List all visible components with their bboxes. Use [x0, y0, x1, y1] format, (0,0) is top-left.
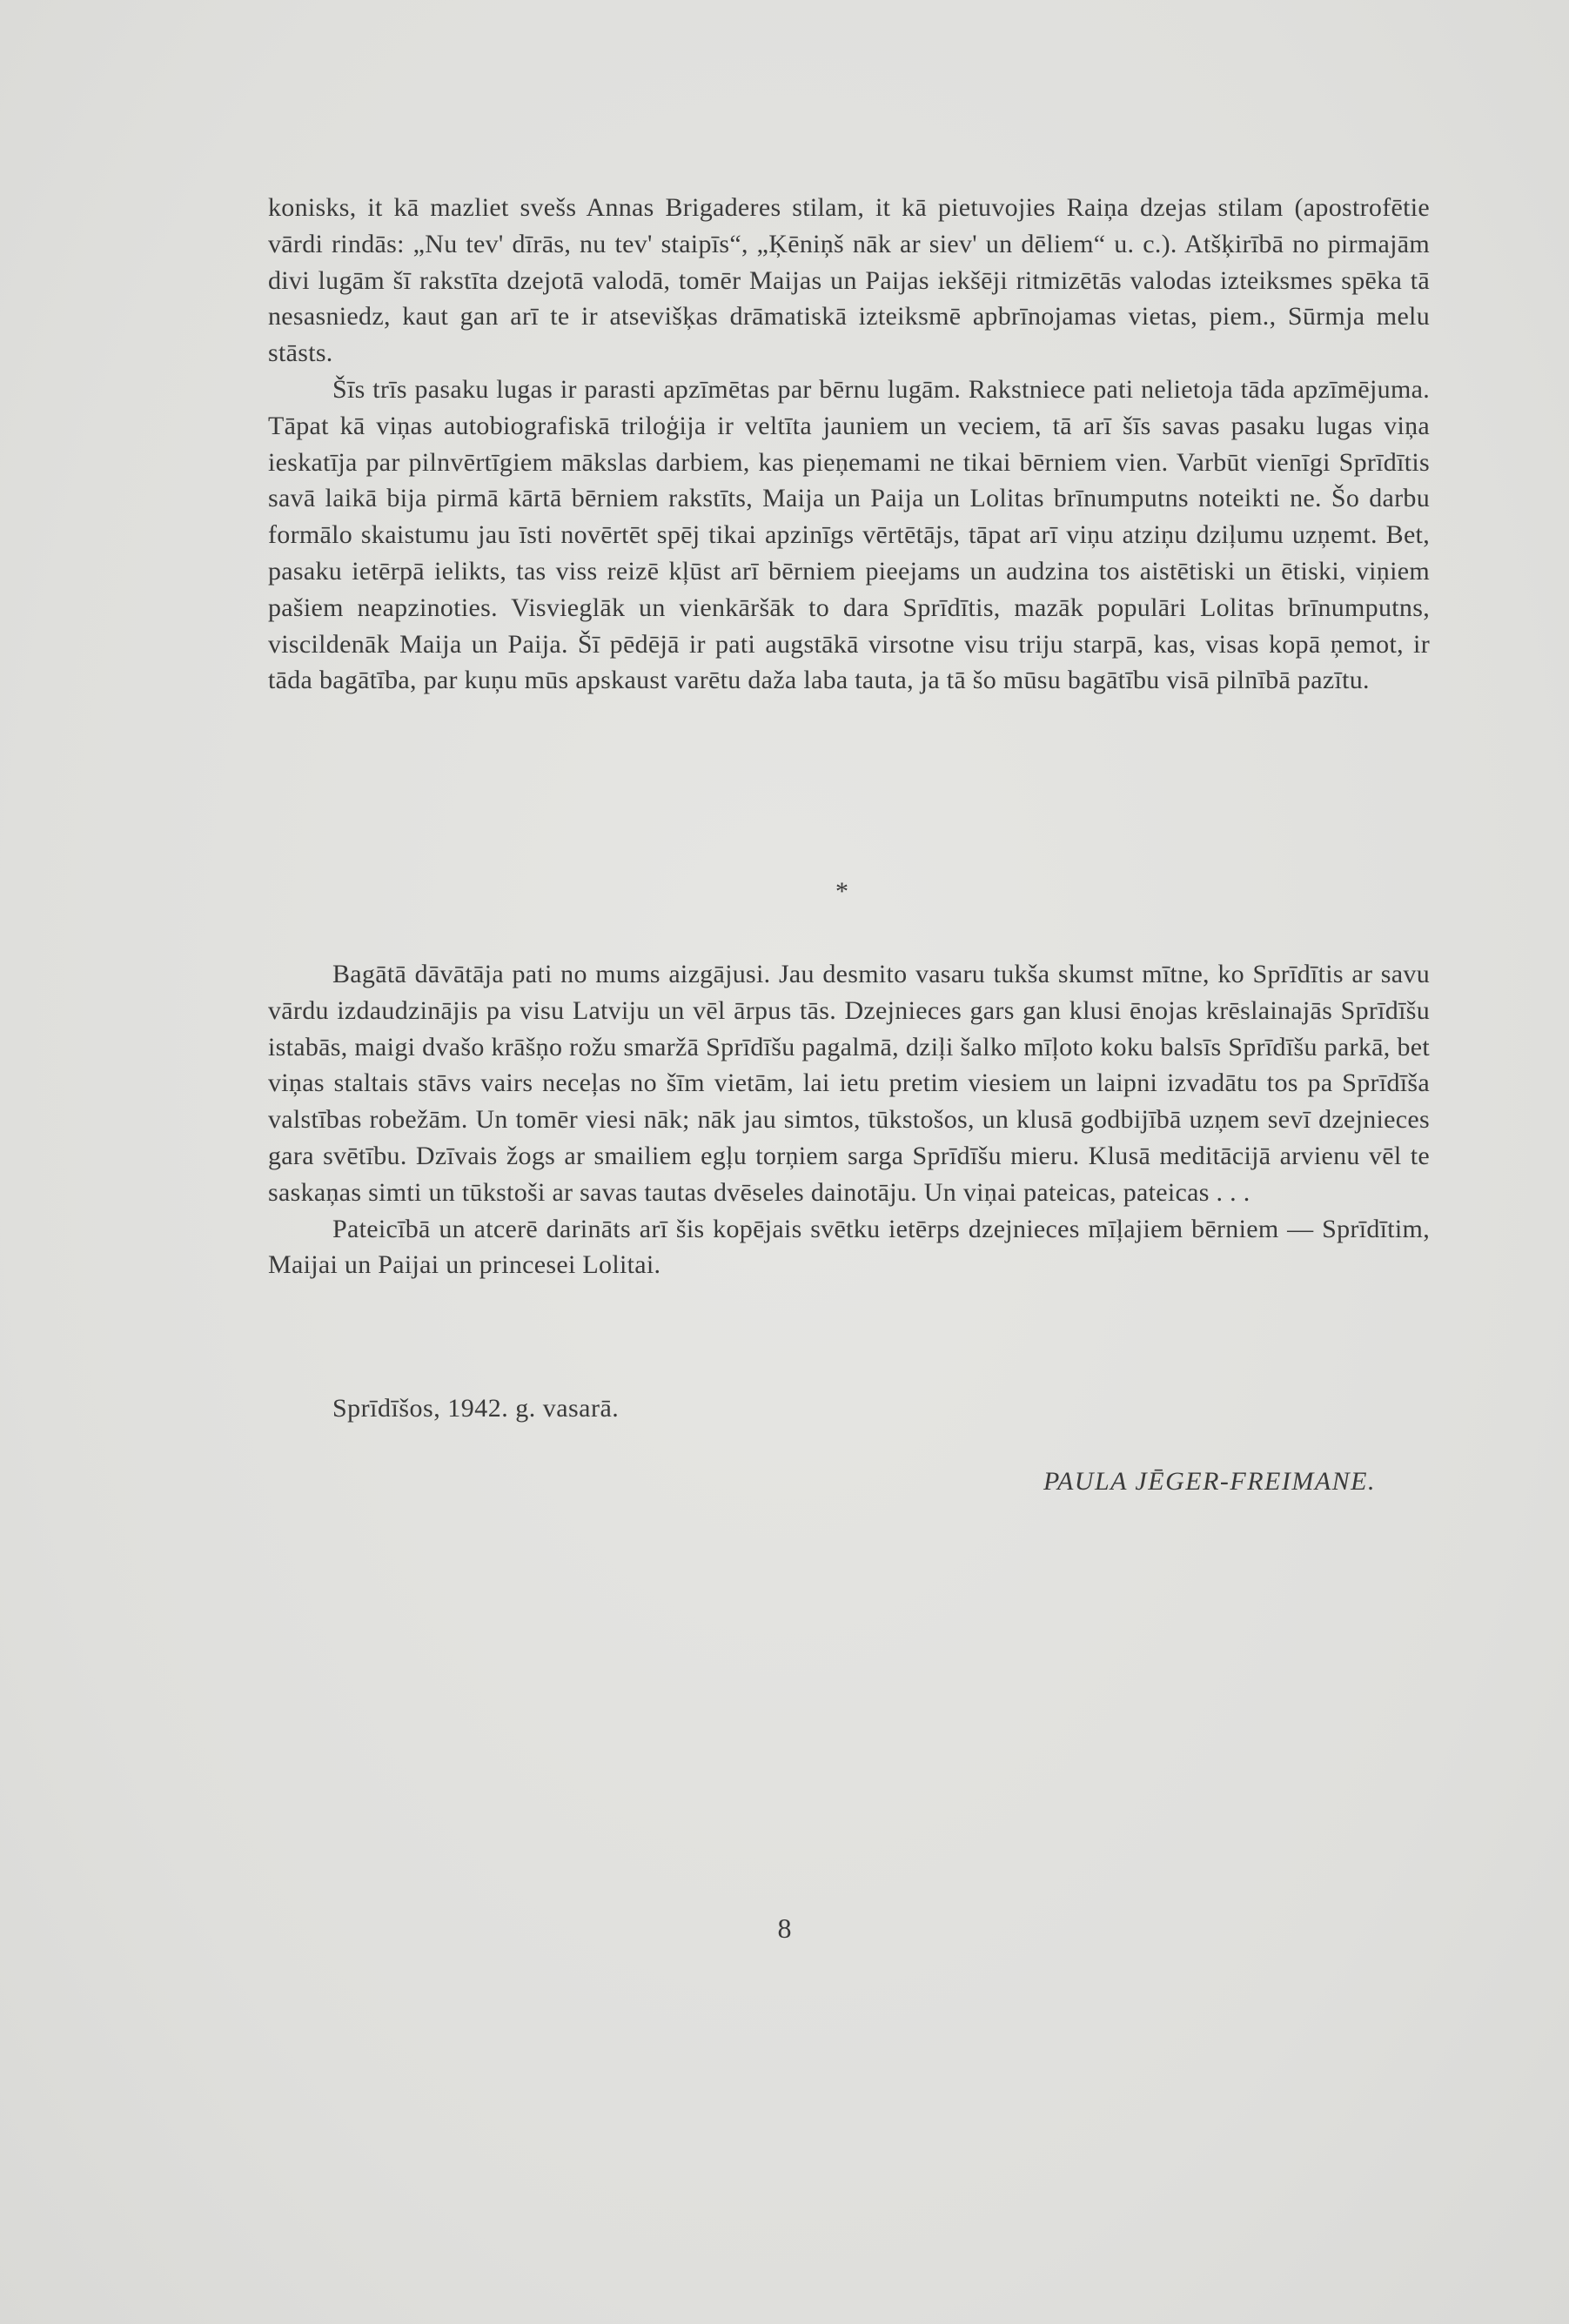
- paragraph: Bagātā dāvātāja pati no mums aizgājusi. Jau desmito vasaru tukša skumst mītne, ko Sprīdītis ar savu vārdu izdaudzinājis pa visu Latviju un vēl ārpus tās. Dzejnieces gars gan klusi ēnojas krēslainajās Sprīdīšu istabās, maigi dvašo krāšņo rožu smaržā Sprīdīšu pagalmā, dziļi šalko mīļoto koku balsīs Sprīdīšu parkā, bet viņas staltais stāvs vairs neceļas no šīm vietām, lai ietu pretim viesiem un laipni izvadātu tos pa Sprīdīša valstības robežām. Un tomēr viesi nāk; nāk jau simtos, tūkstošos, un klusā godbijībā uzņem sevī dzejnieces gara svētību. Dzīvais žogs ar smailiem egļu torņiem sarga Sprīdīšu mieru. Klusā meditācijā arvienu vēl te saskaņas simti un tūkstoši ar savas tautas dvēseles dainotāju. Un viņai pateicas, pateicas . . .: [268, 960, 1430, 1207]
- paragraph: Pateicībā un atcerē darināts arī šis kopējais svētku ietērps dzejnieces mīļajiem bērniem — Sprīdītim, Maijai un Paijai un princesei Lolitai.: [268, 1214, 1430, 1280]
- author-signature: PAULA JĒGER-FREIMANE.: [1043, 1467, 1376, 1496]
- paragraph-continued: konisks, it kā mazliet svešs Annas Brigaderes stilam, it kā pietuvojies Raiņa dzejas stilam (apostrofētie vārdi rindās: „Nu tev' dīrās, nu tev' staipīs“, „Ķēniņš nāk ar siev' un dēliem“ u. c.). Atšķirībā no pirmajām divi lugām šī rakstīta dzejotā valodā, tomēr Maijas un Paijas iekšēji ritmizētās valodas izteiksmes spēka tā nesasniedz, kaut gan arī te ir atsevišķas drāmatiskā izteiksmē apbrīnojamas vietas, piem., Sūrmja melu stāsts.: [268, 193, 1430, 368]
- paragraph: Šīs trīs pasaku lugas ir parasti apzīmētas par bērnu lugām. Rakstniece pati nelietoja tāda apzīmējuma. Tāpat kā viņas autobiografiskā triloģija ir veltīta jauniem un veciem, tā arī šīs savas pasaku lugas viņa ieskatīja par pilnvērtīgiem mākslas darbiem, kas pieņemami ne tikai bērniem vien. Varbūt vienīgi Sprīdītis savā laikā bija pirmā kārtā bērniem rakstīts, Maija un Paija un Lolitas brīnumputns noteikti ne. Šo darbu formālo skaistumu jau īsti novērtēt spēj tikai apzinīgs vērtētājs, tāpat arī viņu atziņu dziļumu uzņemt. Bet, pasaku ietērpā ielikts, tas viss reizē kļūst arī bērniem pieejams un audzina tos aistētiski un ētiski, viņiem pašiem neapzinoties. Visvieglāk un vienkāršāk to dara Sprīdītis, mazāk populāri Lolitas brīnumputns, viscildenāk Maija un Paija. Šī pēdējā ir pati augstākā virsotne visu triju starpā, kas, visas kopā ņemot, ir tāda bagātība, par kuņu mūs apskaust varētu daža laba tauta, ja tā šo mūsu bagātību visā pilnībā pazītu.: [268, 374, 1430, 695]
- text-block-bottom: [268, 956, 1430, 1283]
- section-separator: *: [835, 877, 848, 906]
- place-date-line: Sprīdīšos, 1942. g. vasarā.: [332, 1394, 620, 1423]
- text-block-top: [268, 190, 1430, 699]
- page-number: 8: [777, 1912, 792, 1944]
